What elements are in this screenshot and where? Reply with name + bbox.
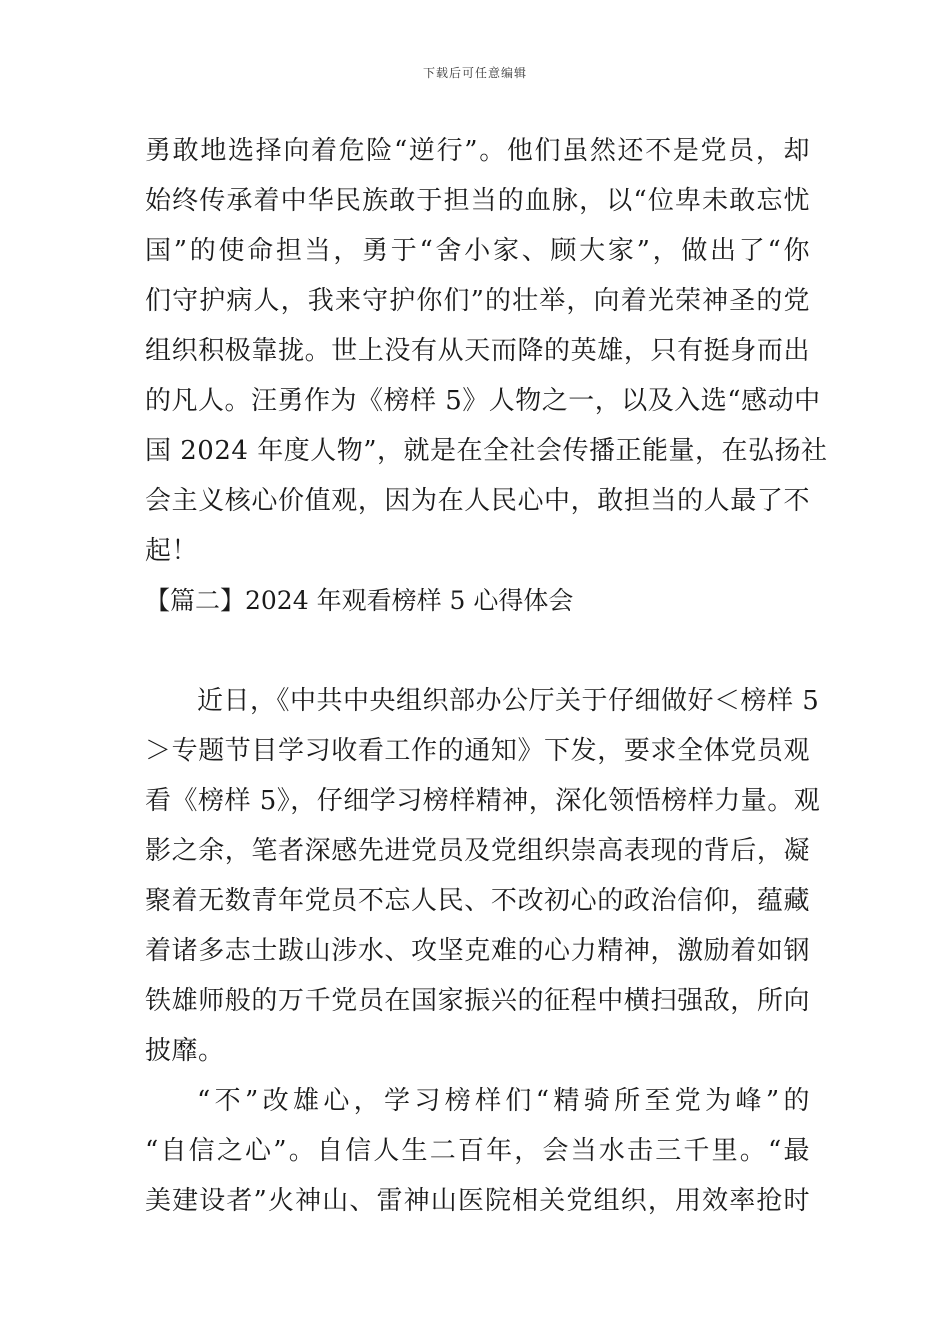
text-line: 的凡人。汪勇作为《榜样 5》人物之一，以及入选“感动中 bbox=[145, 386, 821, 416]
text-line: 近日，《中共中央组织部办公厅关于仔细做好＜榜样 5 bbox=[197, 686, 820, 716]
section-one bbox=[145, 126, 828, 576]
text-line: 美建设者”火神山、雷神山医院相关党组织，用效率抢时 bbox=[145, 1186, 810, 1216]
text-line: “自信之心”。自信人生二百年，会当水击三千里。“最 bbox=[145, 1136, 810, 1166]
text-line: 披靡。 bbox=[145, 1036, 225, 1066]
document-body bbox=[145, 126, 828, 1226]
text-line: 铁雄师般的万千党员在国家振兴的征程中横扫强敌，所向 bbox=[145, 986, 810, 1016]
header-note: 下载后可任意编辑 bbox=[422, 66, 527, 80]
text-line: 影之余，笔者深感先进党员及党组织崇高表现的背后，凝 bbox=[145, 836, 810, 866]
text-line: 着诸多志士跋山涉水、攻坚克难的心力精神，激励着如钢 bbox=[145, 936, 810, 966]
text-line: 们守护病人，我来守护你们”的壮举，向着光荣神圣的党 bbox=[145, 286, 810, 316]
section-two-paragraph-one bbox=[145, 676, 821, 1076]
text-line: ＞专题节目学习收看工作的通知》下发，要求全体党员观 bbox=[145, 736, 810, 766]
text-line: 起！ bbox=[145, 536, 199, 566]
blank-line bbox=[145, 626, 810, 676]
text-line: 聚着无数青年党员不忘人民、不改初心的政治信仰，蕴藏 bbox=[145, 886, 810, 916]
section-two-paragraph-two bbox=[145, 1076, 810, 1226]
text-line: 组织积极靠拢。世上没有从天而降的英雄，只有挺身而出 bbox=[145, 336, 810, 366]
section-two-title: 【篇二】2024 年观看榜样 5 心得体会 bbox=[145, 586, 574, 615]
text-line: 看《榜样 5》，仔细学习榜样精神，深化领悟榜样力量。观 bbox=[145, 786, 821, 816]
text-line: “不”改雄心，学习榜样们“精骑所至党为峰”的 bbox=[197, 1086, 810, 1116]
text-line: 国 2024 年度人物”，就是在全社会传播正能量，在弘扬社 bbox=[145, 436, 828, 466]
text-line: 国”的使命担当，勇于“舍小家、顾大家”，做出了“你 bbox=[145, 236, 810, 266]
text-line: 勇敢地选择向着危险“逆行”。他们虽然还不是党员，却 bbox=[145, 136, 810, 166]
text-line: 会主义核心价值观，因为在人民心中，敢担当的人最了不 bbox=[145, 486, 810, 516]
text-line: 始终传承着中华民族敢于担当的血脉，以“位卑未敢忘忧 bbox=[145, 186, 810, 216]
